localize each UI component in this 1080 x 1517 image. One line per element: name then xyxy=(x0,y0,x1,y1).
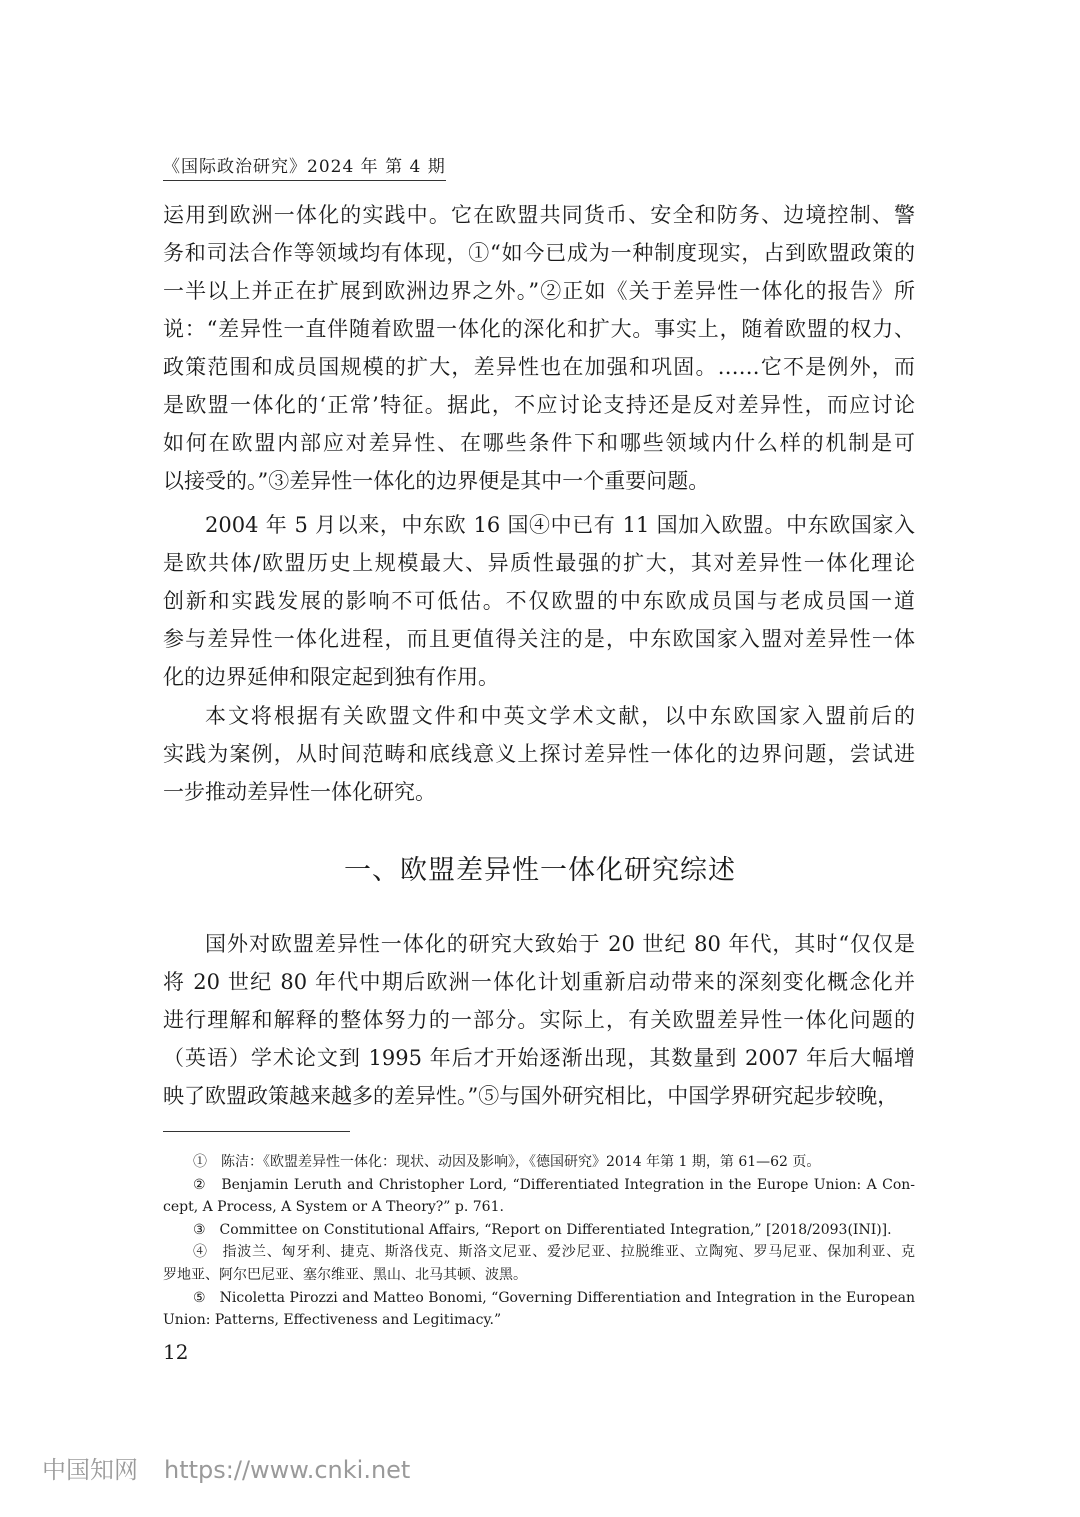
body-text-top xyxy=(163,196,915,811)
watermark-url: https://www.cnki.net xyxy=(164,1456,411,1484)
text-line: 映了欧盟政策越来越多的差异性。”⑤与国外研究相比，中国学界研究起步较晚， xyxy=(163,1084,899,1108)
text-line: 实践为案例，从时间范畴和底线意义上探讨差异性一体化的边界问题，尝试进 xyxy=(163,742,915,766)
text-line: 政策范围和成员国规模的扩大，差异性也在加强和巩固。……它不是例外，而 xyxy=(163,355,915,379)
section-heading: 一、欧盟差异性一体化研究综述 xyxy=(344,855,736,886)
footnote-line: cept, A Process, A System or A Theory?” p. 761. xyxy=(163,1199,504,1216)
footnote-line: 罗地亚、阿尔巴尼亚、塞尔维亚、黑山、北马其顿、波黑。 xyxy=(163,1266,527,1283)
text-line: 以接受的。”③差异性一体化的边界便是其中一个重要问题。 xyxy=(163,469,710,493)
text-line: 本文将根据有关欧盟文件和中英文学术文献，以中东欧国家入盟前后的 xyxy=(205,704,915,728)
page-number: 12 xyxy=(163,1340,189,1364)
watermark xyxy=(42,1450,436,1485)
text-line: 运用到欧洲一体化的实践中。它在欧盟共同货币、安全和防务、边境控制、警 xyxy=(163,203,915,227)
text-line: 一步推动差异性一体化研究。 xyxy=(163,780,436,804)
footnote-line: ④ 指波兰、匈牙利、捷克、斯洛伐克、斯洛文尼亚、爱沙尼亚、拉脱维亚、立陶宛、罗马尼亚、保加利亚、克 xyxy=(193,1244,915,1261)
footnotes xyxy=(163,1151,915,1332)
text-line: 如何在欧盟内部应对差异性、在哪些条件下和哪些领域内什么样的机制是可 xyxy=(163,431,915,455)
text-line: 是欧盟一体化的‘正常’特征。据此，不应讨论支持还是反对差异性，而应讨论 xyxy=(163,393,915,417)
text-line: 国外对欧盟差异性一体化的研究大致始于 20 世纪 80 年代，其时“仅仅是 xyxy=(205,932,915,956)
footnote-line: ③ Committee on Constitutional Affairs, “Report on Differentiated Integration,” [2018/2093(INI)]. xyxy=(193,1221,892,1238)
text-line: 务和司法合作等领域均有体现，①“如今已成为一种制度现实，占到欧盟政策的 xyxy=(163,241,915,265)
text-line: （英语）学术论文到 1995 年后才开始逐渐出现，其数量到 2007 年后大幅增 xyxy=(163,1046,915,1070)
text-line: 2004 年 5 月以来，中东欧 16 国④中已有 11 国加入欧盟。中东欧国家入 xyxy=(205,513,915,537)
text-line: 参与差异性一体化进程，而且更值得关注的是，中东欧国家入盟对差异性一体 xyxy=(163,627,915,651)
text-line: 一半以上并正在扩展到欧洲边界之外。”②正如《关于差异性一体化的报告》所 xyxy=(163,279,915,303)
text-line: 将 20 世纪 80 年代中期后欧洲一体化计划重新启动带来的深刻变化概念化并 xyxy=(163,970,915,994)
footnote-line: ① 陈洁：《欧盟差异性一体化：现状、动因及影响》，《德国研究》2014 年第 1 期，第 61—62 页。 xyxy=(193,1154,821,1170)
text-line: 说：“差异性一直伴随着欧盟一体化的深化和扩大。事实上，随着欧盟的权力、 xyxy=(163,317,915,341)
footnote-divider xyxy=(163,1131,350,1132)
footnote-line: ⑤ Nicoletta Pirozzi and Matteo Bonomi, “Governing Differentiation and Integration in the European xyxy=(193,1289,915,1306)
text-line: 进行理解和解释的整体努力的一部分。实际上，有关欧盟差异性一体化问题的 xyxy=(163,1008,915,1032)
text-line: 创新和实践发展的影响不可低估。不仅欧盟的中东欧成员国与老成员国一道 xyxy=(163,589,915,613)
footnote-line: ② Benjamin Leruth and Christopher Lord, “Differentiated Integration in the Europe Union: A Con- xyxy=(193,1176,915,1193)
running-header: 《国际政治研究》2024 年 第 4 期 xyxy=(163,152,446,181)
body-text-section xyxy=(163,925,915,1115)
watermark-brand: 中国知网 xyxy=(42,1456,138,1484)
footnote-line: Union: Patterns, Effectiveness and Legitimacy.” xyxy=(163,1312,502,1329)
text-line: 化的边界延伸和限定起到独有作用。 xyxy=(163,665,499,689)
text-line: 是欧共体/欧盟历史上规模最大、异质性最强的扩大，其对差异性一体化理论 xyxy=(163,551,915,575)
